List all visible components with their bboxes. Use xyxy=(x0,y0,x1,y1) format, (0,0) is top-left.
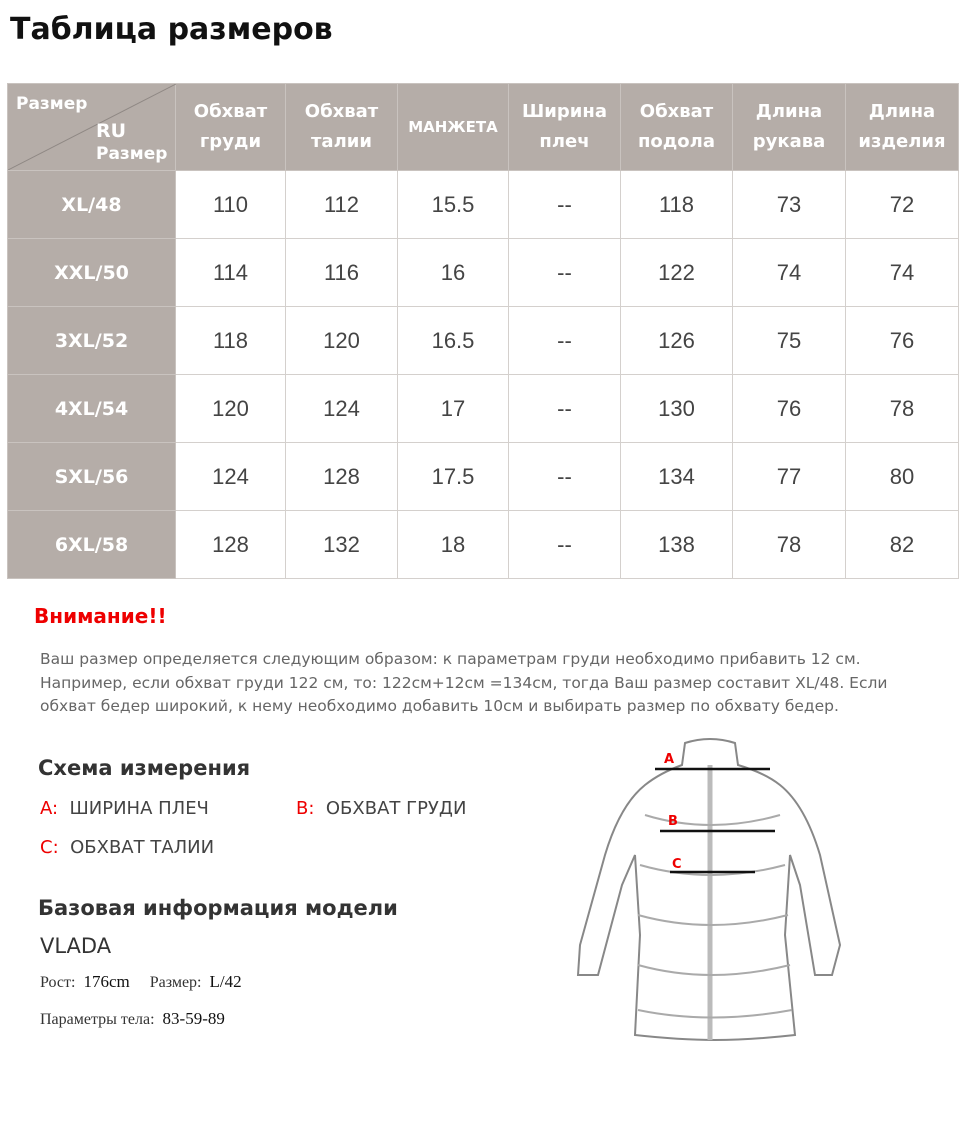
corner-middle: RU xyxy=(96,120,127,142)
size-cell: XL/48 xyxy=(8,171,176,239)
value-cell: 72 xyxy=(846,171,959,239)
value-cell: 128 xyxy=(286,443,398,511)
size-cell: 6XL/58 xyxy=(8,511,176,579)
value-cell: 75 xyxy=(733,307,846,375)
value-cell: 18 xyxy=(398,511,509,579)
scheme-title: Схема измерения xyxy=(38,756,251,780)
value-cell: 130 xyxy=(621,375,733,443)
measure-a: A: ШИРИНА ПЛЕЧ xyxy=(40,798,209,819)
value-cell: 132 xyxy=(286,511,398,579)
measure-c: C: ОБХВАТ ТАЛИИ xyxy=(40,837,215,858)
column-header: Обхват талии xyxy=(286,84,398,171)
value-cell: 114 xyxy=(176,239,286,307)
value-cell: 17.5 xyxy=(398,443,509,511)
corner-header xyxy=(8,84,176,171)
size-cell: XXL/50 xyxy=(8,239,176,307)
diagram-letter-a: A xyxy=(664,752,675,767)
value-cell: 73 xyxy=(733,171,846,239)
size-cell: 4XL/54 xyxy=(8,375,176,443)
value-cell: -- xyxy=(509,171,621,239)
value-cell: -- xyxy=(509,307,621,375)
value-cell: 76 xyxy=(733,375,846,443)
column-header: Обхват груди xyxy=(176,84,286,171)
column-header: МАНЖЕТА xyxy=(398,84,509,171)
corner-bottom: Размер xyxy=(96,144,168,164)
size-cell: SXL/56 xyxy=(8,443,176,511)
value-cell: 118 xyxy=(621,171,733,239)
value-cell: 124 xyxy=(286,375,398,443)
value-cell: 118 xyxy=(176,307,286,375)
value-cell: 77 xyxy=(733,443,846,511)
column-header: Длина изделия xyxy=(846,84,959,171)
value-cell: 110 xyxy=(176,171,286,239)
value-cell: 120 xyxy=(176,375,286,443)
value-cell: 80 xyxy=(846,443,959,511)
table-row xyxy=(8,375,959,443)
corner-top: Размер xyxy=(16,94,88,114)
table-row xyxy=(8,443,959,511)
column-header: Ширина плеч xyxy=(509,84,621,171)
table-row xyxy=(8,171,959,239)
column-header: Длина рукава xyxy=(733,84,846,171)
size-cell: 3XL/52 xyxy=(8,307,176,375)
value-cell: 82 xyxy=(846,511,959,579)
value-cell: -- xyxy=(509,443,621,511)
value-cell: 74 xyxy=(733,239,846,307)
table-row xyxy=(8,307,959,375)
model-name: VLADA xyxy=(40,934,112,958)
value-cell: 17 xyxy=(398,375,509,443)
page-title: Таблица размеров xyxy=(10,12,333,47)
value-cell: 16 xyxy=(398,239,509,307)
value-cell: 116 xyxy=(286,239,398,307)
value-cell: 78 xyxy=(733,511,846,579)
value-cell: 126 xyxy=(621,307,733,375)
value-cell: -- xyxy=(509,375,621,443)
size-table xyxy=(7,83,959,579)
value-cell: 122 xyxy=(621,239,733,307)
column-header: Обхват подола xyxy=(621,84,733,171)
measure-b: B: ОБХВАТ ГРУДИ xyxy=(296,798,467,819)
value-cell: 128 xyxy=(176,511,286,579)
model-height: Рост: 176cm Размер: L/42 xyxy=(40,972,242,991)
value-cell: 76 xyxy=(846,307,959,375)
value-cell: 16.5 xyxy=(398,307,509,375)
value-cell: 112 xyxy=(286,171,398,239)
value-cell: 120 xyxy=(286,307,398,375)
table-row xyxy=(8,511,959,579)
value-cell: 124 xyxy=(176,443,286,511)
warning-heading: Внимание!! xyxy=(34,604,167,628)
value-cell: 15.5 xyxy=(398,171,509,239)
value-cell: 134 xyxy=(621,443,733,511)
jacket-diagram xyxy=(550,735,850,1045)
value-cell: -- xyxy=(509,239,621,307)
model-title: Базовая информация модели xyxy=(38,896,398,920)
model-params: Параметры тела: 83-59-89 xyxy=(40,1009,225,1028)
diagram-letter-b: B xyxy=(668,814,678,829)
diagram-letter-c: C xyxy=(672,857,682,872)
size-note: Ваш размер определяется следующим образом: к параметрам груди необходимо прибавить 12 см. Например, если обхват груди 122 см, то: 122см+12см =134см, тогда Ваш размер составит XL/48. Если обхват бедер широкий, к нему необходимо добавить 10см и выбирать размер по обхвату бедер. xyxy=(40,650,888,715)
value-cell: 78 xyxy=(846,375,959,443)
value-cell: 74 xyxy=(846,239,959,307)
value-cell: 138 xyxy=(621,511,733,579)
table-row xyxy=(8,239,959,307)
value-cell: -- xyxy=(509,511,621,579)
